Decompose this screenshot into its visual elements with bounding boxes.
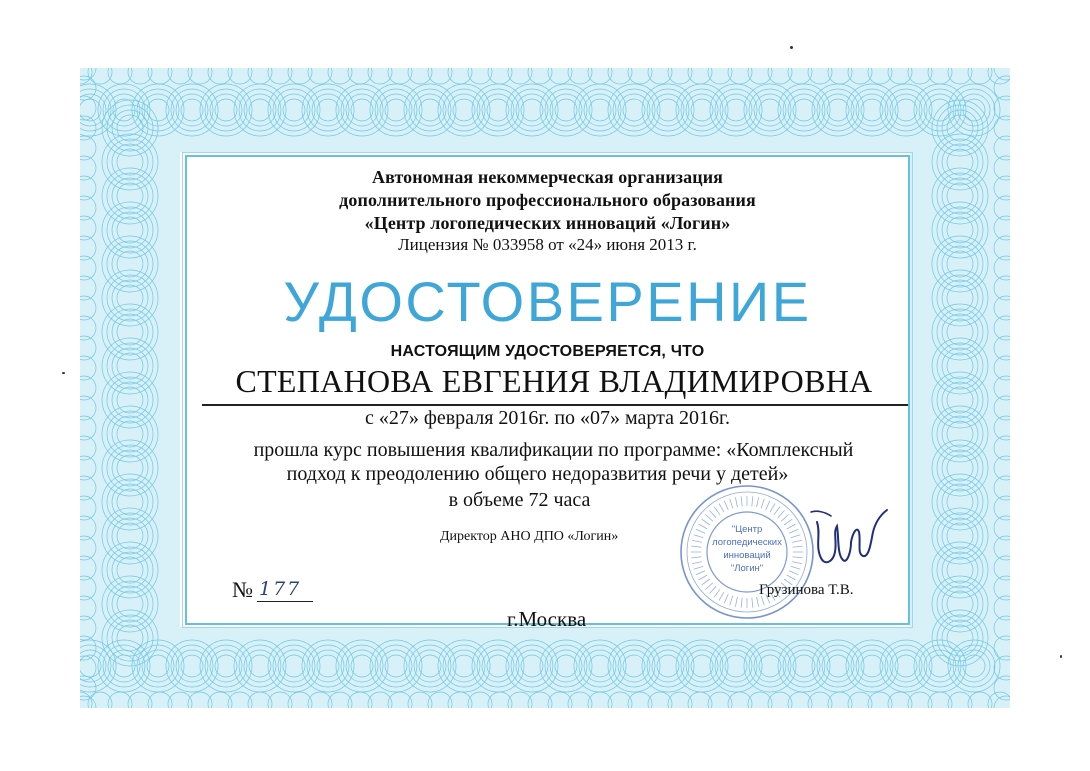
course-period: с «27» февраля 2016г. по «07» марта 2016г. [365, 407, 730, 429]
signer-name: Грузинова Т.В. [759, 582, 854, 598]
organization-stamp [677, 482, 817, 622]
certificate-content [185, 155, 910, 631]
stamp-text-2: логопедических [712, 537, 782, 548]
course-hours: в объеме 72 часа [448, 489, 591, 511]
certify-statement: НАСТОЯЩИМ УДОСТОВЕРЯЕТСЯ, ЧТО [390, 343, 705, 360]
stamp-text-3: инноваций [723, 550, 771, 561]
city: г.Москва [507, 607, 587, 631]
scan-speck [790, 46, 793, 49]
license-line: Лицензия № 033958 от «24» июня 2013 г. [398, 235, 697, 254]
number-underline [257, 601, 313, 602]
number-label: № [232, 577, 253, 602]
org-name-line-2: дополнительного профессионального образования [339, 190, 756, 210]
course-description-line-2: подход к преодолению общего недоразвития речи у детей» [286, 463, 789, 485]
recipient-name: СТЕПАНОВА ЕВГЕНИЯ ВЛАДИМИРОВНА [235, 363, 873, 399]
scan-speck [1060, 655, 1062, 658]
stamp-text-4: "Логин" [730, 563, 764, 574]
director-label: Директор АНО ДПО «Логин» [440, 529, 619, 544]
director-signature [807, 502, 897, 582]
name-underline [202, 404, 908, 406]
certificate-number: 177 [259, 578, 302, 600]
scan-speck [62, 372, 65, 374]
stamp-text-1: "Центр [731, 524, 763, 535]
org-name-line-3: «Центр логопедических инноваций «Логин» [364, 213, 731, 233]
certificate-title: УДОСТОВЕРЕНИЕ [283, 270, 812, 333]
course-description-line-1: прошла курс повышения квалификации по программе: «Комплексный [253, 439, 854, 461]
org-name-line-1: Автономная некоммерческая организация [371, 167, 724, 187]
